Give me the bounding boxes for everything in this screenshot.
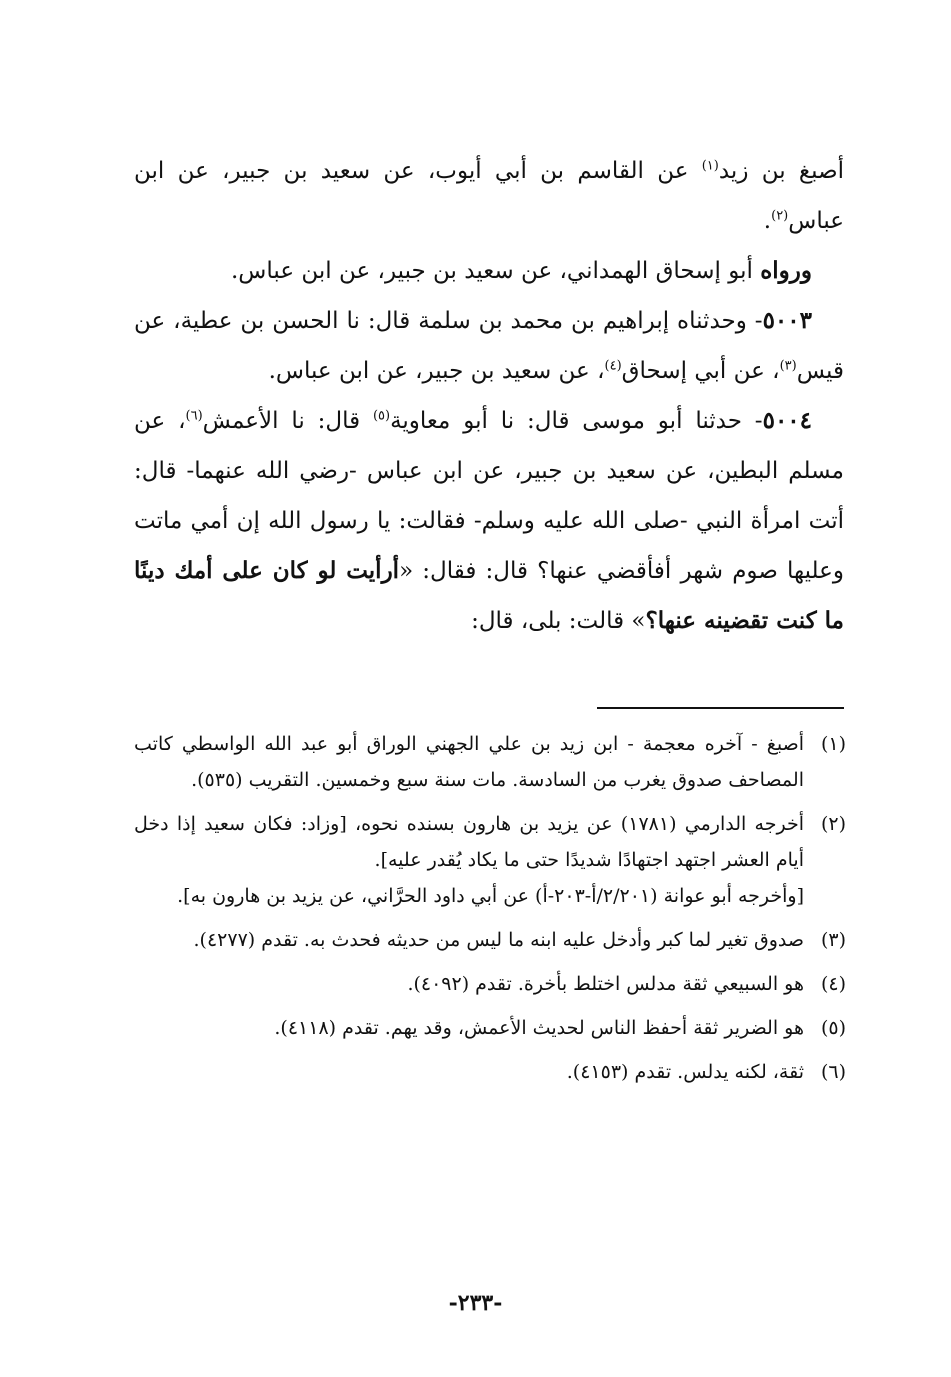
text-run: - حدثنا أبو موسى قال: نا أبو معاوية xyxy=(390,408,763,434)
text-run: عن القاسم بن أبي أيوب، عن سعيد بن جبير، عن ابن عباس xyxy=(134,158,844,234)
hadith-5003 xyxy=(134,296,844,396)
footnote-text: هو الضرير ثقة أحفظ الناس لحديث الأعمش، وقد يهم. تقدم (٤١١٨). xyxy=(274,1017,804,1039)
hadith-5004 xyxy=(134,396,844,646)
text-run: » قالت: بلى، قال: xyxy=(471,608,646,634)
hadith-number: ٥٠٠٣ xyxy=(762,307,812,334)
footnote-ref-5[interactable]: (٥) xyxy=(372,408,391,424)
text-run: . xyxy=(763,208,772,234)
text-run: قال: نا الأعمش xyxy=(202,408,373,434)
paragraph-2 xyxy=(134,246,844,296)
text-run: - وحدثناه إبراهيم بن محمد بن سلمة قال: نا الحسن بن عطية، عن قيس xyxy=(134,308,844,384)
footnote-text: [وأخرجه أبو عوانة (٢/٢٠١/أ-٢٠٣-أ) عن أبي داود الحرَّاني، عن يزيد بن هارون به]. xyxy=(177,885,804,907)
text-run: ، عن مسلم البطين، عن سعيد بن جبير، عن ابن عباس -رضي الله عنهما- قال: أتت امرأة النبي -صلى الله عليه وسلم- فقالت: يا رسول الله إن أمي ماتت وعليها صوم شهر أفأقضي عنها؟ قال: فقال: « xyxy=(134,408,844,584)
footnote-number: (٦) xyxy=(820,1061,846,1083)
footnote-number: (٥) xyxy=(820,1017,846,1039)
page-number: -٢٣٣- xyxy=(448,1290,503,1316)
footnote-2 xyxy=(134,806,846,914)
footnote-1 xyxy=(134,726,846,798)
footnote-number: (١) xyxy=(820,733,846,755)
text-run: أصبغ بن زيد xyxy=(718,158,844,184)
footnote-text: أصبغ - آخره معجمة - ابن زيد بن علي الجهني الوراق أبو عبد الله الواسطي كاتب المصاحف صدوق يغرب من السادسة. مات سنة سبع وخمسين. التقريب (٥٣٥). xyxy=(134,733,804,791)
text-run: أبو إسحاق الهمداني، عن سعيد بن جبير، عن ابن عباس. xyxy=(231,258,761,284)
main-text xyxy=(134,146,844,646)
footnote-3 xyxy=(134,922,846,958)
hadith-quote: أرأيت لو كان على أمك دينًا ما كنت تقضينه عنها؟ xyxy=(134,557,844,634)
footnote-number: (٣) xyxy=(820,929,846,951)
footnote-6 xyxy=(134,1054,846,1090)
paragraph-1 xyxy=(134,146,844,246)
footnote-number: (٢) xyxy=(820,813,846,835)
footnote-ref-6[interactable]: (٦) xyxy=(185,408,203,424)
footnote-ref-4[interactable]: (٤) xyxy=(604,358,622,374)
footnote-ref-2[interactable]: (٢) xyxy=(771,208,789,224)
paragraph-lead: ورواه xyxy=(760,257,812,284)
footnote-text: ثقة، لكنه يدلس. تقدم (٤١٥٣). xyxy=(566,1061,804,1083)
footnote-5 xyxy=(134,1010,846,1046)
text-run: ، عن سعيد بن جبير، عن ابن عباس. xyxy=(268,358,605,384)
footnote-text: أخرجه الدارمي (١٧٨١) عن يزيد بن هارون بسنده نحوه، [وزاد: فكان سعيد إذا دخل أيام العشر اجتهد اجتهادًا شديدًا حتى ما يكاد يُقدر عليه]. xyxy=(134,813,804,871)
footnote-ref-3[interactable]: (٣) xyxy=(779,358,797,374)
hadith-number: ٥٠٠٤ xyxy=(762,407,813,434)
text-run: ، عن أبي إسحاق xyxy=(621,358,780,384)
footnotes xyxy=(134,726,846,1098)
footnote-separator xyxy=(597,707,844,709)
footnote-ref-1[interactable]: (١) xyxy=(701,158,719,174)
footnote-4 xyxy=(134,966,846,1002)
footnote-text: هو السبيعي ثقة مدلس اختلط بأخرة. تقدم (٤٠٩٢). xyxy=(407,973,804,995)
footnote-number: (٤) xyxy=(820,973,846,995)
footnote-text: صدوق تغير لما كبر وأدخل عليه ابنه ما ليس من حديثه فحدث به. تقدم (٤٢٧٧). xyxy=(193,929,804,951)
